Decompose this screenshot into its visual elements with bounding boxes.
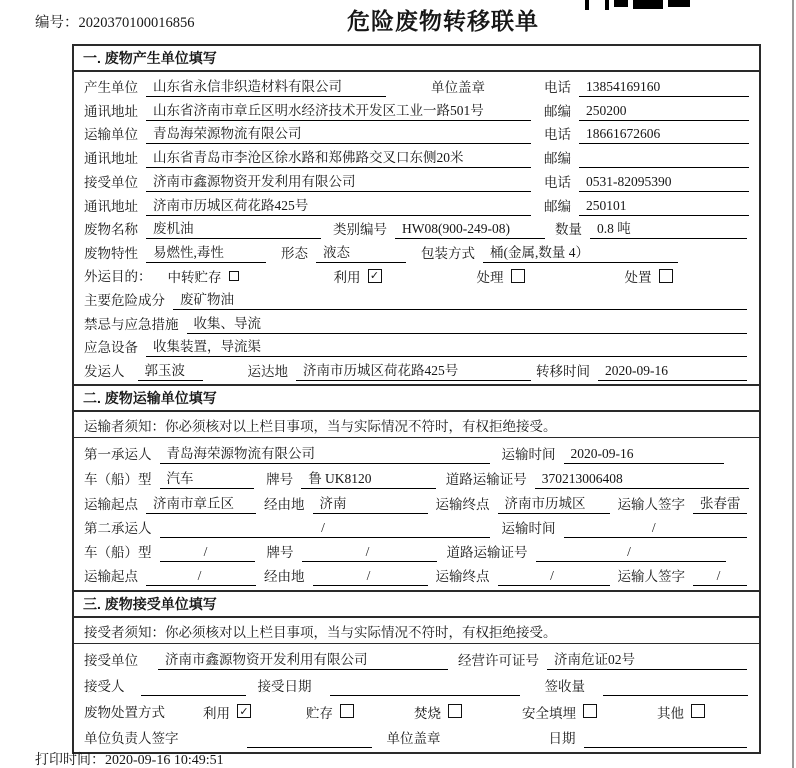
plate1-value-field: 鲁 UK8120 — [301, 467, 436, 489]
destination-value-field: 济南市历城区荷花路425号 — [296, 359, 531, 381]
terminus1-label: 运输终点 — [435, 496, 490, 512]
transporter-label: 运输单位 — [84, 127, 138, 143]
section3-heading: 三. 废物接受单位填写 — [74, 590, 759, 618]
vehicle1-label: 车（船）型 — [84, 471, 152, 487]
terminus2-label: 运输终点 — [435, 569, 490, 585]
accept-date-label: 接受日期 — [257, 679, 312, 695]
via1-value-field: 济南 — [313, 492, 428, 514]
time1-label: 运输时间 — [501, 446, 556, 462]
checkbox-utilize: ✓ — [368, 269, 382, 283]
checkbox-utilize: ✓ — [237, 704, 251, 718]
packaging-value-field: 桶(金属,数量 4） — [483, 241, 678, 263]
transfer-form-table — [72, 44, 761, 754]
form-value-field: 液态 — [316, 241, 406, 263]
checkbox-label: 利用 — [203, 705, 230, 721]
addr2-label: 通讯地址 — [84, 151, 138, 167]
acceptor-value-field — [141, 678, 246, 696]
vehicle2-value-field: / — [160, 544, 255, 562]
section1-heading: 一. 废物产生单位填写 — [74, 46, 759, 72]
checkbox-label: 焚烧 — [414, 705, 441, 721]
addr1-value-field: 山东省济南市章丘区明水经济技术开发区工业一路501号 — [146, 99, 531, 121]
time2-label: 运输时间 — [501, 521, 556, 537]
row-accepting-unit — [84, 648, 749, 670]
clipped-stamp-fragment — [633, 0, 663, 9]
row-waste-name — [84, 217, 749, 239]
sign1-label: 运输人签字 — [617, 496, 685, 512]
phone1-value-field: 13854169160 — [579, 79, 749, 97]
row-responsible-signature — [84, 727, 749, 748]
shipper-value-field: 郭玉波 — [138, 359, 203, 381]
checkbox-incinerate — [448, 704, 462, 718]
responsible-sign-value-field — [247, 730, 372, 748]
addr1-label: 通讯地址 — [84, 103, 138, 119]
sign1-value-field: 张春雷 — [693, 492, 747, 514]
phone2-value-field: 18661672606 — [579, 126, 749, 144]
via1-label: 经由地 — [264, 496, 305, 512]
serial-value: 2020370100016856 — [78, 15, 195, 31]
responsible-sign-label: 单位负责人签字 — [84, 730, 179, 746]
clipped-stamp-fragment — [614, 0, 628, 7]
disposal-option-incinerate — [414, 702, 462, 722]
zip1-value-field: 250200 — [579, 103, 749, 121]
road-cert2-value-field: / — [536, 544, 726, 562]
sign2-value-field: / — [693, 568, 747, 586]
checkbox-label: 中转贮存 — [167, 270, 222, 285]
vehicle2-label: 车（船）型 — [84, 545, 152, 561]
row-emergency-equipment — [84, 335, 749, 357]
road-cert1-value-field: 370213006408 — [535, 471, 749, 489]
row-vehicle2 — [84, 541, 749, 562]
addr3-label: 通讯地址 — [84, 198, 138, 214]
terminus2-value-field: / — [498, 568, 610, 586]
checkbox-label: 处理 — [476, 270, 504, 285]
clipped-stamp-mark — [585, 0, 720, 10]
packaging-label: 包装方式 — [421, 246, 475, 262]
checkbox-label: 贮存 — [306, 705, 333, 721]
checkbox-label: 利用 — [333, 270, 361, 285]
date-label: 日期 — [548, 730, 576, 746]
row-waste-traits — [84, 241, 749, 263]
checkbox-label: 处置 — [624, 270, 652, 285]
row-route1 — [84, 492, 749, 514]
receiver-value-field: 济南市鑫源物资开发利用有限公司 — [146, 170, 531, 192]
row-disposal-method — [84, 701, 749, 722]
traits-label: 废物特性 — [84, 246, 138, 262]
via2-value-field: / — [313, 568, 428, 586]
section2-body — [74, 438, 759, 590]
transfer-time-label: 转移时间 — [536, 364, 590, 380]
checkbox-label: 其他 — [657, 705, 684, 721]
row-carrier1 — [84, 442, 749, 464]
terminus1-value-field: 济南市历城区 — [498, 492, 610, 514]
plate2-label: 牌号 — [266, 545, 294, 561]
row-transporter-address — [84, 146, 749, 168]
row-receiver-address — [84, 194, 749, 216]
road-cert1-label: 道路运输证号 — [445, 471, 527, 487]
time2-value-field: / — [564, 520, 748, 538]
shipper-label: 发运人 — [84, 364, 125, 380]
disposal-option-store — [306, 702, 354, 722]
acceptor-label: 接受人 — [84, 679, 125, 695]
vehicle1-value-field: 汽车 — [160, 467, 255, 489]
zip3-label: 邮编 — [544, 198, 571, 214]
zip2-value-field — [579, 150, 749, 168]
row-carrier2 — [84, 517, 749, 538]
section2-heading: 二. 废物运输单位填写 — [74, 384, 759, 412]
transfer-time-value-field: 2020-09-16 — [598, 363, 747, 381]
s3-unit-seal-note: 单位盖章 — [386, 730, 441, 746]
category-value-field: HW08(900-249-08) — [395, 221, 545, 239]
emergency-value-field: 收集、导流 — [187, 312, 748, 334]
print-time-line — [35, 749, 224, 768]
origin1-value-field: 济南市章丘区 — [146, 492, 256, 514]
plate2-value-field: / — [302, 544, 437, 562]
received-amount-value-field — [603, 678, 748, 696]
transporter-value-field: 青岛海荣源物流有限公司 — [146, 122, 531, 144]
clipped-stamp-fragment — [668, 0, 690, 7]
carrier2-label: 第二承运人 — [84, 521, 152, 537]
zip2-label: 邮编 — [544, 151, 571, 167]
equipment-label: 应急设备 — [84, 340, 138, 356]
page-edge-line — [792, 0, 794, 768]
sign2-label: 运输人签字 — [617, 569, 685, 585]
producer-label: 产生单位 — [84, 79, 138, 95]
checkbox-dispose — [659, 269, 673, 283]
disposal-option-landfill — [522, 702, 597, 722]
producer-value-field: 山东省永信非织造材料有限公司 — [146, 75, 386, 97]
equipment-value-field: 收集装置，导流渠 — [146, 335, 747, 357]
date-value-field — [584, 730, 748, 748]
disposal-option-utilize — [203, 702, 251, 722]
row-route2 — [84, 565, 749, 586]
section3-notice: 接受者须知：你必须核对以上栏目事项，当与实际情况不符时，有权拒绝接受。 — [74, 618, 759, 644]
disposal-option-other — [657, 702, 705, 722]
checkbox-label: 安全填埋 — [522, 705, 576, 721]
row-transfer-purpose — [84, 265, 749, 286]
clipped-stamp-fragment — [585, 0, 609, 10]
purpose-option-utilize — [334, 266, 382, 286]
print-time-label: 打印时间： — [35, 753, 105, 768]
traits-value-field: 易燃性,毒性 — [146, 241, 266, 263]
checkbox-transfer-storage — [229, 271, 239, 281]
phone3-label: 电话 — [544, 174, 571, 190]
carrier1-value-field: 青岛海荣源物流有限公司 — [160, 442, 490, 464]
category-label: 类别编号 — [333, 222, 387, 238]
row-producer — [84, 75, 749, 97]
waste-name-label: 废物名称 — [84, 222, 138, 238]
accept-date-value-field — [330, 678, 520, 696]
origin2-label: 运输起点 — [84, 569, 138, 585]
phone3-value-field: 0531-82095390 — [579, 174, 749, 192]
row-producer-address — [84, 99, 749, 121]
phone2-label: 电话 — [544, 127, 571, 143]
road-cert2-label: 道路运输证号 — [446, 545, 528, 561]
checkbox-treat — [511, 269, 525, 283]
quantity-label: 数量 — [555, 222, 582, 238]
receiver-label: 接受单位 — [84, 174, 138, 190]
received-amount-label: 签收量 — [544, 679, 585, 695]
row-shipper — [84, 359, 749, 381]
carrier2-value-field: / — [160, 520, 490, 538]
row-transporter — [84, 122, 749, 144]
time1-value-field: 2020-09-16 — [564, 446, 724, 464]
row-hazard-component — [84, 288, 749, 310]
section3-body — [74, 644, 759, 752]
hazard-value-field: 废矿物油 — [173, 288, 747, 310]
permit-label: 经营许可证号 — [458, 653, 539, 669]
s3-receiver-value-field: 济南市鑫源物资开发利用有限公司 — [158, 648, 448, 670]
purpose-option-dispose — [625, 266, 673, 286]
origin2-value-field: / — [146, 568, 256, 586]
emergency-label: 禁忌与应急措施 — [84, 316, 179, 332]
s3-receiver-label: 接受单位 — [84, 653, 138, 669]
row-acceptor — [84, 675, 749, 696]
plate1-label: 牌号 — [266, 471, 294, 487]
hazard-label: 主要危险成分 — [84, 292, 165, 308]
unit-seal-note: 单位盖章 — [431, 79, 485, 95]
via2-label: 经由地 — [264, 569, 305, 585]
section1-body — [74, 72, 759, 384]
permit-value-field: 济南危证02号 — [547, 648, 747, 670]
purpose-option-transfer-storage — [168, 266, 239, 286]
origin1-label: 运输起点 — [84, 496, 138, 512]
purpose-label: 外运目的： — [84, 269, 152, 284]
row-receiver — [84, 170, 749, 192]
quantity-value-field: 0.8 吨 — [590, 217, 747, 239]
disposal-label: 废物处置方式 — [84, 704, 165, 720]
zip1-label: 邮编 — [544, 103, 571, 119]
checkbox-landfill — [583, 704, 597, 718]
serial-label: 编号： — [35, 15, 79, 31]
waste-name-value-field: 废机油 — [146, 217, 321, 239]
row-vehicle1 — [84, 467, 749, 489]
section2-notice: 运输者须知：你必须核对以上栏目事项，当与实际情况不符时，有权拒绝接受。 — [74, 412, 759, 438]
form-label: 形态 — [281, 246, 308, 262]
checkbox-other — [691, 704, 705, 718]
carrier1-label: 第一承运人 — [84, 446, 152, 462]
phone1-label: 电话 — [544, 79, 571, 95]
checkbox-store — [340, 704, 354, 718]
addr3-value-field: 济南市历城区荷花路425号 — [146, 194, 531, 216]
purpose-option-treat — [477, 266, 525, 286]
destination-label: 运达地 — [247, 364, 288, 380]
print-time-value: 2020-09-16 10:49:51 — [105, 753, 224, 768]
addr2-value-field: 山东省青岛市李沧区徐水路和郑佛路交叉口东侧20米 — [146, 146, 531, 168]
zip3-value-field: 250101 — [579, 198, 749, 216]
page-title: 危险废物转移联单 — [347, 8, 539, 34]
row-emergency-measures — [84, 312, 749, 334]
